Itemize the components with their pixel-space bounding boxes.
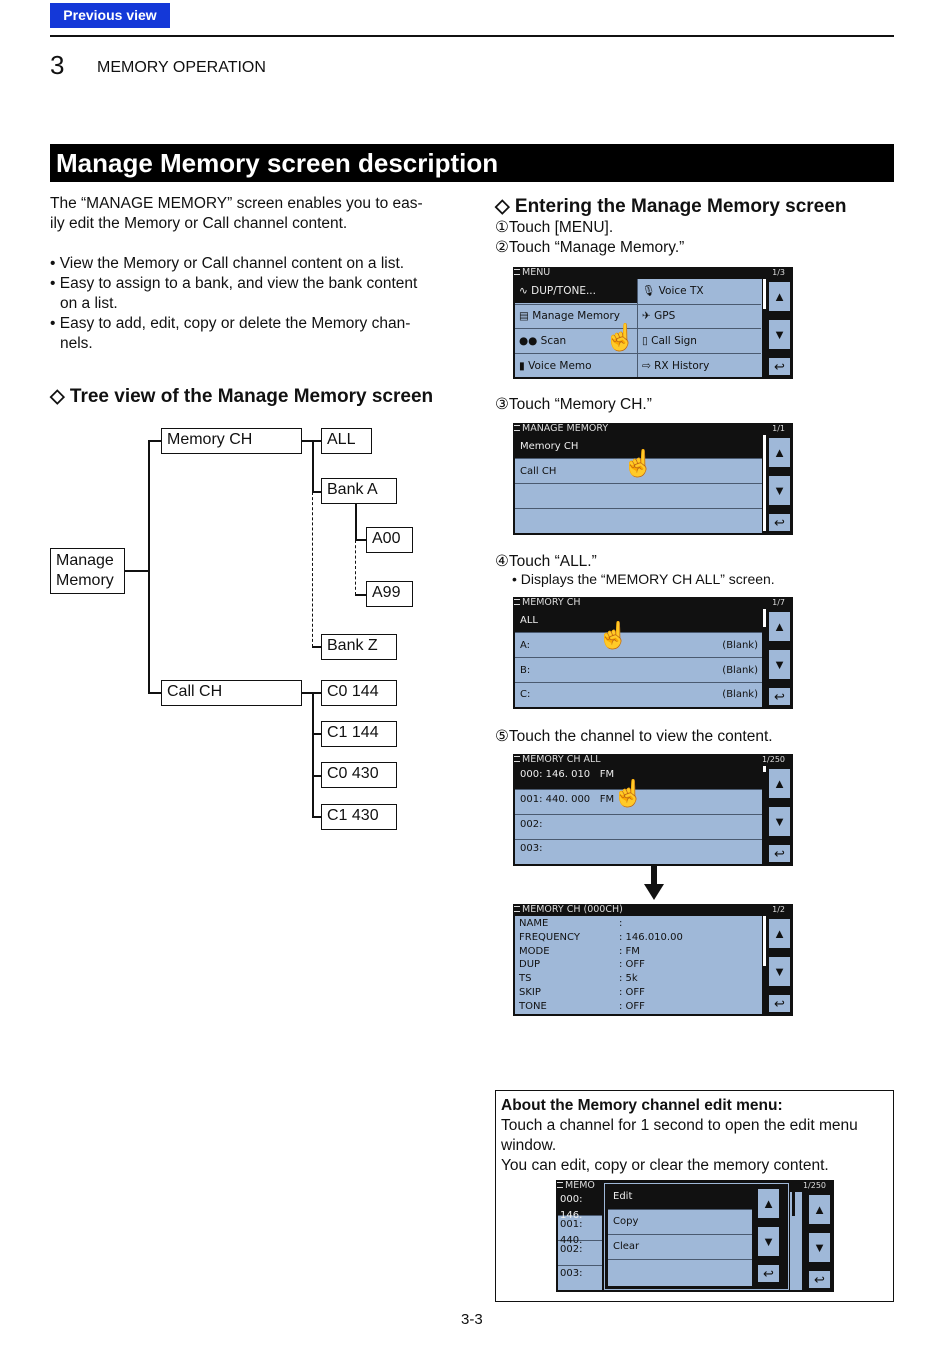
back-button[interactable]: ↩ — [767, 512, 792, 533]
tree-node-call: C0 430 — [321, 762, 397, 788]
menu-item-voice-tx[interactable]: 🎙 Voice TX — [642, 285, 704, 297]
history-icon: ⇨ — [642, 360, 655, 372]
touch-hand-icon: ☝ — [622, 448, 655, 478]
microphone-icon: 🎙 — [642, 285, 659, 297]
channel-row: 000: 146. — [558, 1192, 602, 1216]
tree-node-memory-ch: Memory CH — [161, 428, 302, 454]
scroll-up-button[interactable]: ▲ — [767, 610, 792, 643]
channel-row[interactable]: 000: 146. 010 FM — [515, 766, 762, 790]
scroll-down-button[interactable]: ▼ — [767, 805, 792, 838]
list-item — [515, 509, 762, 533]
about-line: window. — [501, 1137, 557, 1154]
about-line: Touch a channel for 1 second to open the edit menu — [501, 1117, 858, 1134]
list-item-memory-ch[interactable]: Memory CH — [515, 435, 762, 459]
back-button[interactable]: ↩ — [767, 993, 792, 1014]
menu-item-voice-memo[interactable]: ▮ Voice Memo — [515, 353, 637, 377]
channel-row: 003: — [560, 1268, 583, 1279]
detail-labels: NAME FREQUENCY MODE DUP TS SKIP TONE — [519, 918, 580, 1012]
binoculars-icon: ●● — [519, 335, 541, 347]
memo-icon: ▤ — [519, 310, 533, 322]
menu-item-scan[interactable]: ●● Scan — [515, 328, 637, 352]
menu-item-call-sign[interactable]: ▯ Call Sign — [638, 328, 761, 352]
list-item: • View the Memory or Call channel content on a list. — [50, 255, 405, 272]
list-item: • Easy to assign to a bank, and view the bank content on a list. — [50, 275, 418, 312]
about-title: About the Memory channel edit menu: — [501, 1097, 783, 1114]
menu-item-gps[interactable]: ✈ GPS — [638, 304, 761, 327]
tree-node-all: ALL — [321, 428, 372, 454]
edit-menu-item-edit[interactable]: Edit — [608, 1186, 752, 1210]
popup-back-button[interactable]: ↩ — [756, 1263, 781, 1284]
touch-hand-icon: ☝ — [612, 778, 645, 808]
list-item-all[interactable]: ALL — [515, 609, 762, 633]
popup-scroll-up-button[interactable]: ▲ — [756, 1187, 781, 1220]
arrow-down-icon — [642, 866, 666, 902]
step-5: ⑤Touch the channel to view the content. — [495, 728, 773, 745]
detail-values: : : 146.010.00 : FM : OFF : 5k : OFF : OFF — [619, 918, 683, 1012]
menu-item-rx-history[interactable]: ⇨ RX History — [638, 353, 761, 377]
previous-view-button[interactable]: Previous view — [50, 3, 170, 28]
step-4-note: • Displays the “MEMORY CH ALL” screen. — [512, 571, 775, 587]
memory-ch-detail-screen: MEMORY CH (000CH) 1/2 NAME FREQUENCY MODE DUP TS SKIP TONE : : 146.010.00 : FM : OFF : 5k : OFF : OFF ▲ ▼ ↩ — [513, 904, 793, 1016]
about-line: You can edit, copy or clear the memory content. — [501, 1157, 829, 1174]
section-title: Manage Memory screen description — [50, 144, 894, 182]
list-item-bank[interactable]: A: (Blank) — [515, 634, 762, 658]
tree-node-a99: A99 — [366, 581, 413, 607]
tree-node-a00: A00 — [366, 527, 413, 553]
edit-menu-item-clear[interactable]: Clear — [608, 1236, 752, 1260]
menu-item-manage-memory[interactable]: ▤ Manage Memory — [515, 304, 637, 327]
satellite-icon: ✈ — [642, 310, 655, 322]
scroll-up-button[interactable]: ▲ — [767, 917, 792, 950]
list-item — [515, 485, 762, 509]
page-number: 3-3 — [461, 1311, 483, 1328]
list-item-call-ch[interactable]: Call CH — [515, 460, 762, 484]
edit-menu-screen: MEMO 1/250 000: 146. 001: 440. 002: 003: Edit Copy Clear ▲ ▼ ↩ ▲ ▼ ↩ — [556, 1180, 834, 1292]
edit-menu-item-copy[interactable]: Copy — [608, 1211, 752, 1235]
edit-menu-item — [608, 1261, 752, 1285]
touch-hand-icon: ☝ — [604, 322, 637, 352]
memory-ch-screen: MEMORY CH 1/7 ALL A: (Blank) B: (Blank) C: (Blank) ▲ ▼ ↩ — [513, 597, 793, 709]
list-item-bank[interactable]: C: (Blank) — [520, 689, 758, 700]
about-edit-menu-box — [495, 1090, 894, 1302]
chapter-number: 3 — [50, 50, 65, 80]
channel-row: 001: 440. — [558, 1217, 602, 1241]
back-button[interactable]: ↩ — [767, 843, 792, 864]
tree-node-manage-memory: Manage Memory — [50, 548, 125, 594]
back-button[interactable]: ↩ — [807, 1269, 832, 1290]
channel-row[interactable]: 001: 440. 000 FM — [515, 791, 762, 815]
intro-paragraph: The “MANAGE MEMORY” screen enables you to eas- ily edit the Memory or Call channel content. — [50, 195, 423, 232]
scroll-up-button[interactable]: ▲ — [767, 436, 792, 469]
channel-row: 002: — [558, 1242, 602, 1266]
scroll-down-button[interactable]: ▼ — [767, 318, 792, 351]
step-1: ①Touch [MENU]. — [495, 219, 614, 236]
manage-memory-screen: MANAGE MEMORY 1/1 Memory CH Call CH ▲ ▼ ↩ — [513, 423, 793, 535]
menu-screen: MENU 1/3 ∿ DUP/TONE... 🎙 Voice TX ▤ Manage Memory ✈ GPS ●● Scan ▯ Call Sign ▮ Voice Memo ⇨ RX History ▲ ▼ ↩ — [513, 267, 793, 379]
list-item-bank[interactable]: B: (Blank) — [515, 659, 762, 683]
microphone-icon: ▮ — [519, 360, 529, 372]
menu-item-dup-tone[interactable]: ∿ DUP/TONE... — [515, 279, 637, 303]
tree-node-call: C0 144 — [321, 680, 397, 706]
tree-heading: ◇ Tree view of the Manage Memory screen — [50, 386, 434, 407]
memory-ch-all-screen: MEMORY CH ALL 1/250 000: 146. 010 FM 001: 440. 000 FM 002: 003: ▲ ▼ ↩ — [513, 754, 793, 866]
step-4: ④Touch “ALL.” — [495, 553, 597, 570]
tree-node-bank-a: Bank A — [321, 478, 397, 504]
feature-list — [50, 254, 450, 354]
tree-node-call-ch: Call CH — [161, 680, 302, 706]
channel-row[interactable]: 002: — [515, 816, 762, 840]
scroll-down-button[interactable]: ▼ — [767, 648, 792, 681]
popup-scroll-down-button[interactable]: ▼ — [756, 1225, 781, 1258]
scroll-down-button[interactable]: ▼ — [767, 474, 792, 507]
step-2: ②Touch “Manage Memory.” — [495, 239, 685, 256]
callsign-icon: ▯ — [642, 335, 652, 347]
header-rule — [50, 35, 894, 37]
scroll-up-button[interactable]: ▲ — [767, 280, 792, 313]
step-3: ③Touch “Memory CH.” — [495, 396, 652, 413]
tree-node-call: C1 144 — [321, 721, 397, 747]
scroll-down-button[interactable]: ▼ — [807, 1231, 832, 1264]
tree-node-call: C1 430 — [321, 804, 397, 830]
touch-hand-icon: ☝ — [597, 620, 630, 650]
entering-heading: ◇ Entering the Manage Memory screen — [495, 196, 847, 217]
tree-node-bank-z: Bank Z — [321, 634, 397, 660]
back-button[interactable]: ↩ — [767, 686, 792, 707]
list-item: • Easy to add, edit, copy or delete the Memory chan- nels. — [50, 315, 411, 352]
scroll-up-button[interactable]: ▲ — [807, 1193, 832, 1226]
channel-row[interactable]: 003: — [520, 843, 543, 854]
chapter-title: MEMORY OPERATION — [97, 59, 266, 76]
scroll-down-button[interactable]: ▼ — [767, 955, 792, 988]
back-button[interactable]: ↩ — [767, 356, 792, 377]
scroll-up-button[interactable]: ▲ — [767, 767, 792, 800]
